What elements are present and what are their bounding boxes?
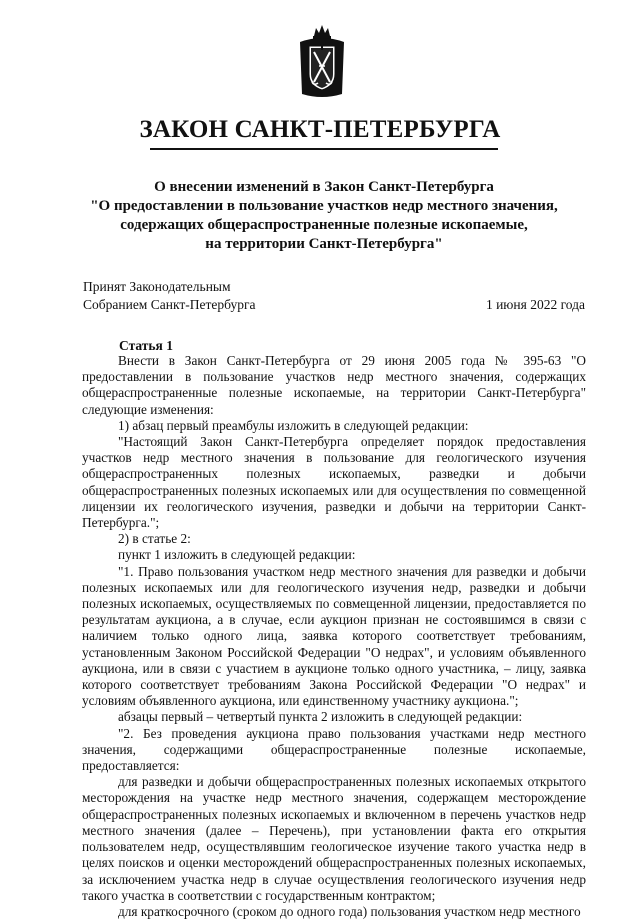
paragraph: для краткосрочного (сроком до одного года) пользования участком недр местного <box>118 903 581 919</box>
adopted-line-2: Собранием Санкт-Петербурга <box>83 297 256 312</box>
heading-line: О внесении изменений в Закон Санкт-Петербурга <box>154 179 494 195</box>
paragraph: "Настоящий Закон Санкт-Петербурга определяет порядок предоставления участков недр местного значения в пользование для геологического изучения общераспространенных полезных ископаемых, разведки и добычи общераспространенных полезных ископаемых или для осуществления по совмещенной лицензии их геологического изучения, разведки и добычи на территории Санкт-Петербурга."; <box>82 434 586 531</box>
heading-line: содержащих общераспространенные полезные ископаемые, <box>120 217 528 233</box>
paragraph: абзацы первый – четвертый пункта 2 изложить в следующей редакции: <box>118 709 523 725</box>
document-heading <box>60 178 588 254</box>
paragraph: Внести в Закон Санкт-Петербурга от 29 июня 2005 года № 395-63 "О предоставлении в пользование участков недр местного значения, содержащих общераспространенные полезные ископаемые, на территории Санкт-Петербурга" следующие изменения: <box>82 353 586 417</box>
paragraph: 1) абзац первый преамбулы изложить в следующей редакции: <box>118 417 469 433</box>
adoption-date: 1 июня 2022 года <box>485 297 585 312</box>
law-title: ЗАКОН САНКТ-ПЕТЕРБУРГА <box>139 116 501 143</box>
heading-line: "О предоставлении в пользование участков недр местного значения, <box>90 198 558 214</box>
heading-line: на территории Санкт-Петербурга" <box>205 236 443 252</box>
adopted-by <box>83 278 256 314</box>
title-underline <box>150 148 498 150</box>
article-body <box>82 353 586 920</box>
paragraph: "2. Без проведения аукциона право пользования участками недр местного значения, содержащими общераспространенные полезные ископаемые, предоставляется: <box>82 725 586 774</box>
paragraph: пункт 1 изложить в следующей редакции: <box>118 547 356 563</box>
paragraph: для разведки и добычи общераспространенных полезных ископаемых открытого месторождения на участке недр местного значения, содержащем месторождение общераспространенных полезных ископаемых и включенном в перечень участков недр местного значения (далее – Перечень), при установлении факта его открытия пользователем недр, осуществлявшим геологическое изучение такого участка недр в целях поисков и оценки месторождений общераспространенных полезных ископаемых, за исключением участка недр в случае осуществления геологического изучения недр такого участка в соответствии с государственным контрактом; <box>82 774 586 903</box>
adopted-line-1: Принят Законодательным <box>83 279 231 294</box>
coat-of-arms-icon <box>296 22 348 100</box>
paragraph: "1. Право пользования участком недр местного значения для разведки и добычи полезных ископаемых или для геологического изучения недр, разведки и добычи полезных ископаемых, осуществляемых по совмещенной лицензии, предоставляется по результатам аукциона, а в случае, если аукцион признан не состоявшимся в связи с наличием только одного лица, заявка которого соответствует требованиям, установленным Законом Российской Федерации "О недрах", и условиям объявленного аукциона, или в связи с участием в аукционе только одного участника, – лицу, заявка которого соответствует требованиям Закона Российской Федерации "О недрах" и условиям объявленного аукциона, или единственному участнику аукциона."; <box>82 563 586 709</box>
article-title: Статья 1 <box>119 338 173 353</box>
paragraph: 2) в статье 2: <box>118 531 191 547</box>
